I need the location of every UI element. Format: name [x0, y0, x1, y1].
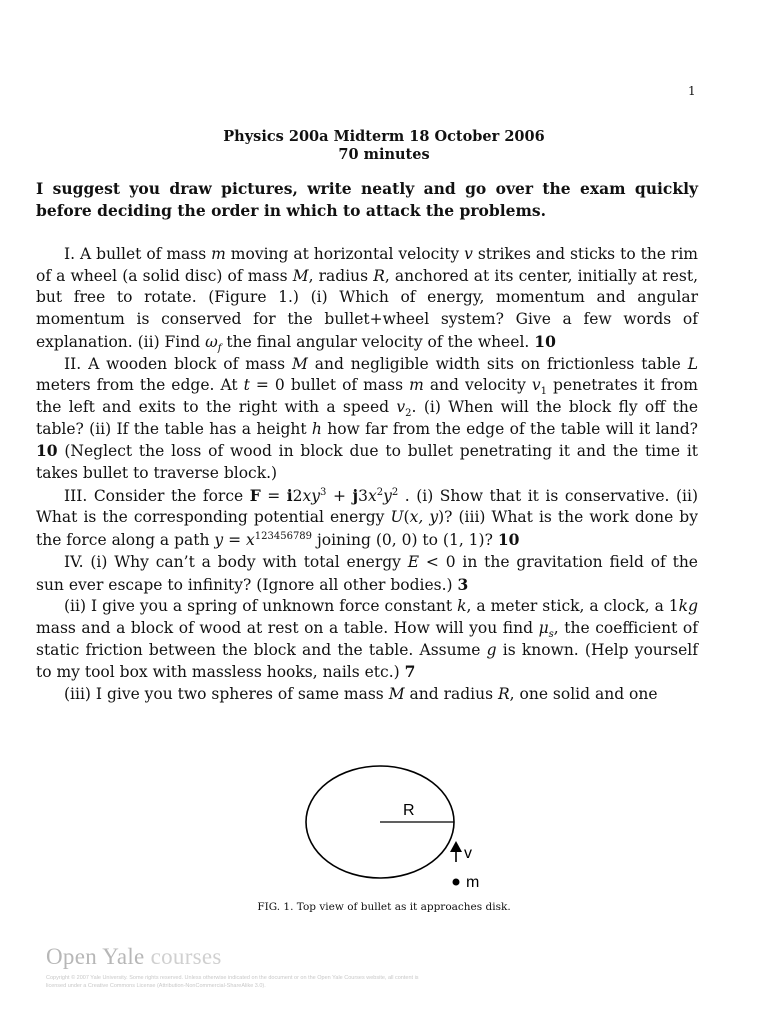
problem-4-i: IV. (i) Why can’t a body with total energy E < 0 in the gravitation field of the sun ever escape to infinity? (Ignore all other bodies.) 3 [36, 552, 698, 594]
problem-4-ii-points: 7 [404, 662, 416, 682]
velocity-arrow-icon [450, 841, 462, 852]
problem-3: III. Consider the force $F = i2xy^3 + j3x^2y^2$ . (i) Show that it is conservative. (ii) What is the corresponding potential energy U(x, y)? (iii) What is the work done by the force along a path $y = x^{123456789}$ joining (0, 0) to (1, 1)? 10 [36, 485, 698, 550]
exam-title: Physics 200a Midterm 18 October 2006 [223, 128, 545, 145]
problem-2: II. A wooden block of mass M and negligible width sits on frictionless table L meters from the edge. At t = 0 bullet of mass m and velocity $v_1$ penetrates it from the left and exits to the right with a speed $v_2$. (i) When will the block fly off the table? (ii) If the table has a height h how far from the edge of the table will it land? 10 (Neglect the loss of wood in block due to bullet penetrating it and the time it takes bullet to traverse block.) [36, 354, 698, 483]
radius-label: R [403, 802, 415, 819]
problem-3-points: 10 [497, 530, 520, 550]
exam-header [0, 128, 768, 164]
problem-1-points: 10 [534, 331, 556, 351]
figure-caption: FIG. 1. Top view of bullet as it approaches disk. [257, 901, 511, 913]
exam-duration: 70 minutes [338, 146, 430, 163]
problem-1: I. A bullet of mass m moving at horizontal velocity v strikes and sticks to the rim of a wheel (a solid disc) of mass M, radius R, anchored at its center, initially at rest, but free to rotate. (Figure 1.) (i) Which of energy, momentum and angular momentum is conserved for the bullet+wheel system? Give a few words of explanation. (ii) Find $\omega_f$ the final angular velocity of the wheel. 10 [36, 245, 699, 354]
mass-label: m [466, 874, 480, 891]
velocity-label: v [464, 845, 472, 862]
problem-2-points: 10 [36, 441, 58, 461]
page-number: 1 [688, 84, 696, 98]
problem-text [36, 244, 698, 706]
problem-4-iii: (iii) I give you two spheres of same mass M and radius R, one solid and one [64, 685, 658, 704]
figure-1-diagram [290, 764, 510, 894]
exam-instructions: I suggest you draw pictures, write neatly and go over the exam quickly before deciding the order in which to attack the problems. [36, 179, 698, 220]
problem-4-ii: (ii) I give you a spring of unknown force constant k, a meter stick, a clock, a 1kg mass and a block of wood at rest on a table. How will you find $\mu_s$, the coefficient of static friction between the block and the table. Assume g is known. (Help yourself to my tool box with massless hooks, nails etc.) 7 [36, 597, 698, 682]
problem-4-i-points: 3 [457, 574, 469, 594]
bullet-dot [453, 879, 460, 886]
open-yale-logo: Open Yale courses [46, 944, 222, 969]
copyright-notice: Copyright © 2007 Yale University. Some rights reserved. Unless otherwise indicated on the document or on the Open Yale Courses website, all content is licensed under a Creative Commons License (Attribution-NonCommercial-ShareAlike 3.0). [46, 975, 419, 989]
